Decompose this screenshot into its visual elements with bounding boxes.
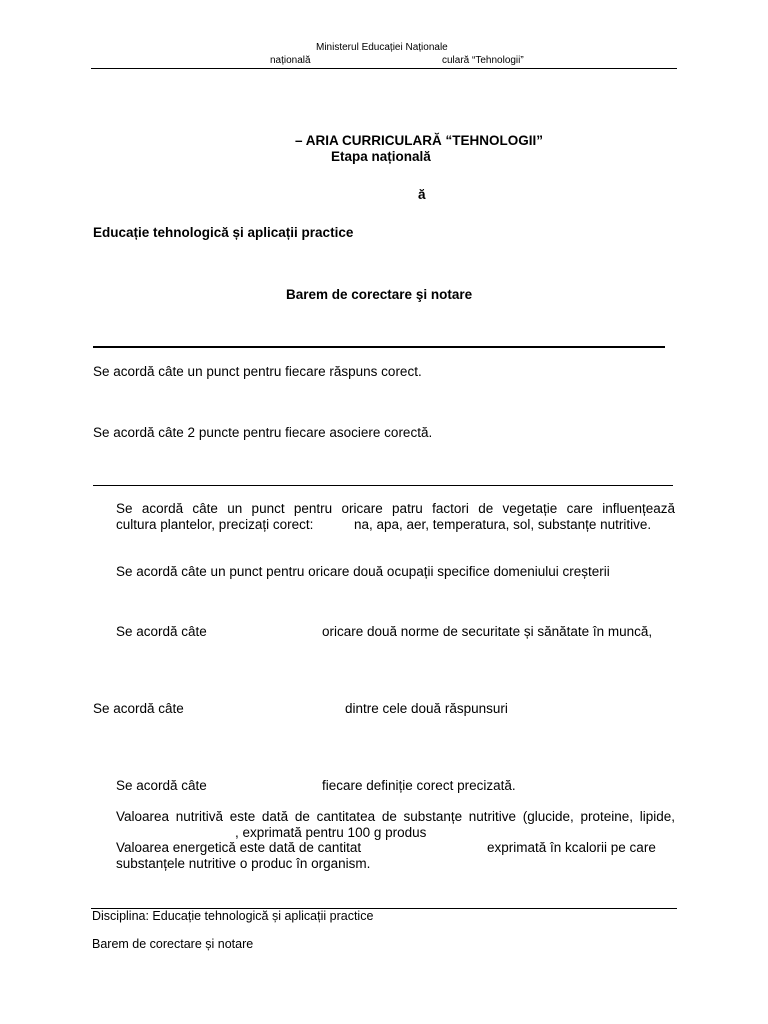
section-rule-1 — [93, 346, 665, 348]
title-area: – ARIA CURRICULARĂ “TEHNOLOGII” — [295, 133, 543, 148]
p1-line2b: na, apa, aer, temperatura, sol, substanțe nutritive. — [354, 517, 652, 532]
p4-text: dintre cele două răspunsuri — [345, 701, 508, 716]
discipline-title: Educație tehnologică și aplicații practice — [93, 225, 354, 240]
p2-line: Se acordă câte un punct pentru oricare două ocupații specifice domeniului creșterii — [116, 564, 610, 579]
p4-prefix: Se acordă câte — [93, 701, 184, 716]
p7-line2: substanțele nutritive o produc în organism. — [116, 856, 371, 871]
p5-text: fiecare definiție corect precizată. — [322, 778, 516, 793]
p6-line2: , exprimată pentru 100 g produs — [235, 825, 427, 840]
p7-line1b: exprimată în kcalorii pe care — [487, 840, 656, 855]
p3-prefix: Se acordă câte — [116, 624, 207, 639]
subject-2-line: Se acordă câte 2 puncte pentru fiecare asociere corectă. — [93, 425, 433, 440]
p1-line1: Se acordă câte un punct pentru oricare patru factori de vegetație care influențează — [116, 501, 675, 516]
title-stage: Etapa națională — [331, 149, 431, 164]
p7-line1a: Valoarea energetică este dată de cantitat — [116, 840, 362, 855]
subject-1-line: Se acordă câte un punct pentru fiecare răspuns corect. — [93, 364, 422, 379]
barem-title: Barem de corectare şi notare — [286, 287, 473, 302]
section-rule-2 — [93, 485, 673, 486]
header-rule — [91, 68, 677, 69]
p3-text: oricare două norme de securitate și sănătate în muncă, — [322, 624, 653, 639]
header-right-fragment: culară “Tehnologii” — [442, 55, 524, 66]
p1-line2a: cultura plantelor, precizați corect: — [116, 517, 314, 532]
footer-discipline: Disciplina: Educație tehnologică și aplicații practice — [92, 909, 374, 923]
header-left-fragment: națională — [270, 55, 311, 66]
title-fragment: ă — [418, 187, 426, 202]
p5-prefix: Se acordă câte — [116, 778, 207, 793]
header-ministry: Ministerul Educației Naționale — [316, 42, 448, 53]
p6-line1: Valoarea nutritivă este dată de cantitatea de substanțe nutritive (glucide, proteine, lipide, — [116, 809, 675, 824]
footer-barem: Barem de corectare și notare — [92, 937, 254, 951]
